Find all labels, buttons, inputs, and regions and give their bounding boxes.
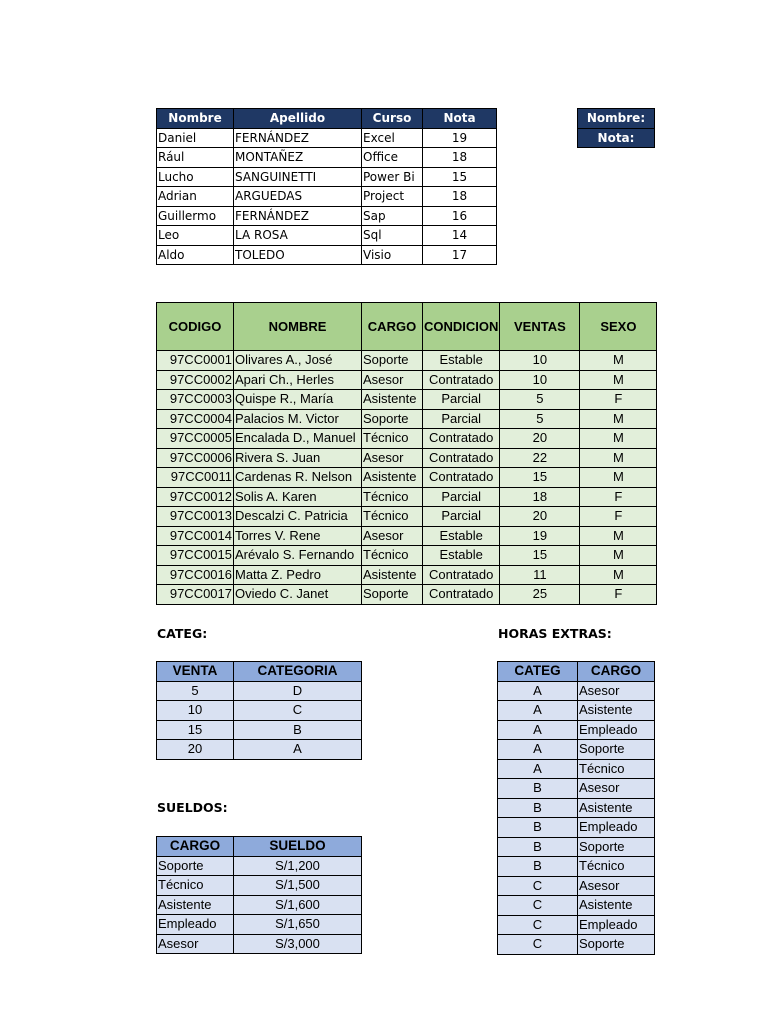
table-cell[interactable]: 18 <box>500 487 580 507</box>
empleados-table <box>156 302 657 605</box>
table-cell[interactable]: Técnico <box>578 857 655 877</box>
table-row <box>498 876 655 896</box>
table-row <box>157 148 497 168</box>
header-apellido: Apellido <box>234 109 362 129</box>
table-row <box>157 206 497 226</box>
table-cell[interactable]: Soporte <box>362 585 423 605</box>
table-cell[interactable]: Asistente <box>578 798 655 818</box>
table-cell[interactable]: Olivares A., José <box>234 351 362 371</box>
table-cell[interactable]: Guillermo <box>157 206 234 226</box>
categ-header <box>157 662 362 682</box>
table-row <box>157 448 657 468</box>
table-cell[interactable]: S/1,600 <box>234 895 362 915</box>
table-cell[interactable]: 97CC0002 <box>157 370 234 390</box>
notas-table <box>156 108 497 265</box>
table-cell[interactable]: Soporte <box>157 856 234 876</box>
table-cell[interactable]: 97CC0011 <box>157 468 234 488</box>
table-row <box>157 226 497 246</box>
table-cell[interactable]: Oviedo C. Janet <box>234 585 362 605</box>
table-cell[interactable]: M <box>580 565 657 585</box>
sueldos-table <box>156 836 362 954</box>
table-cell[interactable]: Lucho <box>157 167 234 187</box>
table-cell[interactable]: M <box>580 468 657 488</box>
table-cell[interactable]: M <box>580 448 657 468</box>
table-cell[interactable]: 20 <box>500 507 580 527</box>
notas-header <box>157 109 497 129</box>
table-cell[interactable]: 20 <box>157 740 234 760</box>
table-row <box>157 429 657 449</box>
table-cell[interactable]: 19 <box>500 526 580 546</box>
table-row <box>498 896 655 916</box>
table-cell[interactable]: Contratado <box>423 565 500 585</box>
table-cell[interactable]: Rául <box>157 148 234 168</box>
table-cell[interactable]: 15 <box>500 468 580 488</box>
table-cell[interactable]: A <box>498 681 578 701</box>
table-cell[interactable]: TOLEDO <box>234 245 362 265</box>
table-cell[interactable]: M <box>580 526 657 546</box>
table-cell[interactable]: Soporte <box>578 740 655 760</box>
header-nota: Nota <box>423 109 497 129</box>
table-row <box>157 390 657 410</box>
header-venta: VENTA <box>157 662 234 682</box>
table-cell[interactable]: Parcial <box>423 487 500 507</box>
table-cell[interactable]: 10 <box>500 351 580 371</box>
table-cell[interactable]: 15 <box>423 167 497 187</box>
table-cell[interactable]: Cardenas R. Nelson <box>234 468 362 488</box>
header-cargo: CARGO <box>157 837 234 857</box>
table-cell[interactable]: M <box>580 409 657 429</box>
table-cell[interactable]: F <box>580 390 657 410</box>
table-cell[interactable]: Office <box>362 148 423 168</box>
header-ventas: VENTAS <box>500 303 580 351</box>
table-cell[interactable]: Técnico <box>578 759 655 779</box>
table-cell[interactable]: Visio <box>362 245 423 265</box>
table-row <box>498 798 655 818</box>
busqueda-table <box>577 108 655 148</box>
table-cell[interactable]: Asistente <box>578 896 655 916</box>
nombre-label: Nombre: <box>578 109 655 129</box>
table-row <box>157 167 497 187</box>
table-cell[interactable]: 18 <box>423 187 497 207</box>
table-row <box>157 487 657 507</box>
table-row <box>498 759 655 779</box>
table-cell[interactable]: Quispe R., María <box>234 390 362 410</box>
table-cell[interactable]: 15 <box>500 546 580 566</box>
header-cargo: CARGO <box>578 662 655 682</box>
header-sexo: SEXO <box>580 303 657 351</box>
table-cell[interactable]: C <box>498 876 578 896</box>
table-cell[interactable]: B <box>498 857 578 877</box>
table-row <box>157 187 497 207</box>
nota-label: Nota: <box>578 128 655 148</box>
table-cell[interactable]: A <box>498 759 578 779</box>
table-row <box>498 720 655 740</box>
table-cell[interactable]: Contratado <box>423 448 500 468</box>
header-curso: Curso <box>362 109 423 129</box>
table-cell[interactable]: Asistente <box>362 468 423 488</box>
categ-table <box>156 661 362 760</box>
table-cell[interactable]: 17 <box>423 245 497 265</box>
table-cell[interactable]: M <box>580 370 657 390</box>
table-cell[interactable]: A <box>498 720 578 740</box>
table-row <box>498 740 655 760</box>
table-cell[interactable]: Estable <box>423 351 500 371</box>
header-categoria: CATEGORIA <box>234 662 362 682</box>
table-cell[interactable]: Encalada D., Manuel <box>234 429 362 449</box>
table-row <box>498 915 655 935</box>
table-row <box>157 915 362 935</box>
table-cell[interactable]: 97CC0014 <box>157 526 234 546</box>
table-cell[interactable]: Daniel <box>157 128 234 148</box>
table-cell[interactable]: D <box>234 681 362 701</box>
header-categ: CATEG <box>498 662 578 682</box>
table-row <box>498 837 655 857</box>
table-cell[interactable]: Adrian <box>157 187 234 207</box>
header-nombre: Nombre <box>157 109 234 129</box>
table-cell[interactable]: Leo <box>157 226 234 246</box>
table-cell[interactable]: 97CC0017 <box>157 585 234 605</box>
table-cell[interactable]: S/1,650 <box>234 915 362 935</box>
table-cell[interactable]: B <box>498 779 578 799</box>
table-cell[interactable]: Técnico <box>362 507 423 527</box>
header-codigo: CODIGO <box>157 303 234 351</box>
table-cell[interactable]: Asesor <box>578 779 655 799</box>
table-row <box>157 856 362 876</box>
table-cell[interactable]: Sql <box>362 226 423 246</box>
table-cell[interactable]: Asesor <box>362 370 423 390</box>
table-cell[interactable]: Rivera S. Juan <box>234 448 362 468</box>
table-cell[interactable]: C <box>498 896 578 916</box>
table-cell[interactable]: 97CC0004 <box>157 409 234 429</box>
table-cell[interactable]: Contratado <box>423 468 500 488</box>
table-row <box>157 585 657 605</box>
table-cell[interactable]: Contratado <box>423 370 500 390</box>
table-cell[interactable]: Empleado <box>578 818 655 838</box>
table-cell[interactable]: Soporte <box>362 351 423 371</box>
table-row <box>157 701 362 721</box>
table-cell[interactable]: B <box>498 798 578 818</box>
table-cell[interactable]: 11 <box>500 565 580 585</box>
table-row <box>498 818 655 838</box>
table-cell[interactable]: ARGUEDAS <box>234 187 362 207</box>
table-cell[interactable]: 97CC0006 <box>157 448 234 468</box>
table-cell[interactable]: Parcial <box>423 390 500 410</box>
table-cell[interactable]: Power Bi <box>362 167 423 187</box>
table-cell[interactable]: A <box>234 740 362 760</box>
table-cell[interactable]: Asistente <box>362 390 423 410</box>
table-cell[interactable]: 10 <box>157 701 234 721</box>
table-cell[interactable]: F <box>580 487 657 507</box>
table-cell[interactable]: LA ROSA <box>234 226 362 246</box>
table-cell[interactable]: Parcial <box>423 409 500 429</box>
table-cell[interactable]: Empleado <box>578 720 655 740</box>
table-cell[interactable]: C <box>498 915 578 935</box>
empleados-header <box>157 303 657 351</box>
table-cell[interactable]: Solis A. Karen <box>234 487 362 507</box>
table-cell[interactable]: M <box>580 546 657 566</box>
table-row <box>498 857 655 877</box>
table-cell[interactable]: MONTAÑEZ <box>234 148 362 168</box>
table-cell[interactable]: Técnico <box>362 429 423 449</box>
categ-label: CATEG: <box>157 626 208 641</box>
table-cell[interactable]: M <box>580 351 657 371</box>
table-cell[interactable]: Asesor <box>578 876 655 896</box>
table-cell[interactable]: Técnico <box>362 487 423 507</box>
table-row <box>157 895 362 915</box>
table-cell[interactable]: Apari Ch., Herles <box>234 370 362 390</box>
table-cell[interactable]: S/1,500 <box>234 876 362 896</box>
table-cell[interactable]: Soporte <box>578 935 655 955</box>
table-cell[interactable]: F <box>580 585 657 605</box>
table-row <box>498 681 655 701</box>
table-cell[interactable]: B <box>234 720 362 740</box>
table-cell[interactable]: B <box>498 818 578 838</box>
table-cell[interactable]: 16 <box>423 206 497 226</box>
table-cell[interactable]: S/1,200 <box>234 856 362 876</box>
table-row <box>157 934 362 954</box>
table-cell[interactable]: Arévalo S. Fernando <box>234 546 362 566</box>
table-cell[interactable]: 97CC0005 <box>157 429 234 449</box>
table-cell[interactable]: Soporte <box>578 837 655 857</box>
table-cell[interactable]: 97CC0016 <box>157 565 234 585</box>
horas-extras-table <box>497 661 655 955</box>
header-cargo: CARGO <box>362 303 423 351</box>
table-cell[interactable]: Asistente <box>362 565 423 585</box>
table-row <box>157 526 657 546</box>
table-cell[interactable]: 14 <box>423 226 497 246</box>
header-condicion: CONDICION <box>423 303 500 351</box>
table-cell[interactable]: Estable <box>423 546 500 566</box>
table-row <box>157 681 362 701</box>
table-cell[interactable]: Matta Z. Pedro <box>234 565 362 585</box>
table-cell[interactable]: 15 <box>157 720 234 740</box>
table-cell[interactable]: 5 <box>157 681 234 701</box>
sueldos-label: SUELDOS: <box>157 800 228 815</box>
table-cell[interactable]: 10 <box>500 370 580 390</box>
table-row <box>157 245 497 265</box>
sueldos-header <box>157 837 362 857</box>
table-cell[interactable]: M <box>580 429 657 449</box>
horas-extras-header <box>498 662 655 682</box>
table-row <box>498 935 655 955</box>
table-row <box>157 876 362 896</box>
table-cell[interactable]: Asesor <box>157 934 234 954</box>
table-cell[interactable]: Excel <box>362 128 423 148</box>
table-cell[interactable]: Descalzi C. Patricia <box>234 507 362 527</box>
table-cell[interactable]: Asesor <box>578 681 655 701</box>
table-cell[interactable]: Torres V. Rene <box>234 526 362 546</box>
table-cell[interactable]: Contratado <box>423 429 500 449</box>
table-cell[interactable]: 97CC0003 <box>157 390 234 410</box>
table-cell[interactable]: 5 <box>500 409 580 429</box>
table-cell[interactable]: 5 <box>500 390 580 410</box>
table-cell[interactable]: Project <box>362 187 423 207</box>
table-row <box>157 370 657 390</box>
table-row <box>157 720 362 740</box>
table-row <box>157 740 362 760</box>
table-cell[interactable]: Contratado <box>423 585 500 605</box>
table-cell[interactable]: Parcial <box>423 507 500 527</box>
table-cell[interactable]: Empleado <box>157 915 234 935</box>
table-cell[interactable]: Técnico <box>157 876 234 896</box>
table-cell[interactable]: Asistente <box>578 701 655 721</box>
table-cell[interactable]: 97CC0001 <box>157 351 234 371</box>
table-row <box>157 351 657 371</box>
table-row <box>498 701 655 721</box>
table-cell[interactable]: Empleado <box>578 915 655 935</box>
table-cell[interactable]: 97CC0015 <box>157 546 234 566</box>
table-row <box>157 468 657 488</box>
table-row <box>157 128 497 148</box>
table-cell[interactable]: 22 <box>500 448 580 468</box>
table-cell[interactable]: Palacios M. Victor <box>234 409 362 429</box>
table-cell[interactable]: 19 <box>423 128 497 148</box>
table-cell[interactable]: Asesor <box>362 526 423 546</box>
table-row <box>498 779 655 799</box>
table-cell[interactable]: 25 <box>500 585 580 605</box>
table-cell[interactable]: Asesor <box>362 448 423 468</box>
table-row <box>157 409 657 429</box>
table-cell[interactable]: F <box>580 507 657 527</box>
table-cell[interactable]: Técnico <box>362 546 423 566</box>
table-cell[interactable]: C <box>498 935 578 955</box>
table-cell[interactable]: FERNÁNDEZ <box>234 206 362 226</box>
table-cell[interactable]: Sap <box>362 206 423 226</box>
table-row <box>157 546 657 566</box>
table-cell[interactable]: Asistente <box>157 895 234 915</box>
header-nombre: NOMBRE <box>234 303 362 351</box>
table-cell[interactable]: 97CC0012 <box>157 487 234 507</box>
table-cell[interactable]: A <box>498 740 578 760</box>
horas-extras-label: HORAS EXTRAS: <box>498 626 612 641</box>
table-cell[interactable]: B <box>498 837 578 857</box>
table-cell[interactable]: 97CC0013 <box>157 507 234 527</box>
table-cell[interactable]: SANGUINETTI <box>234 167 362 187</box>
table-cell[interactable]: Soporte <box>362 409 423 429</box>
table-cell[interactable]: FERNÁNDEZ <box>234 128 362 148</box>
table-cell[interactable]: Aldo <box>157 245 234 265</box>
table-cell[interactable]: C <box>234 701 362 721</box>
header-sueldo: SUELDO <box>234 837 362 857</box>
table-cell[interactable]: S/3,000 <box>234 934 362 954</box>
table-cell[interactable]: 20 <box>500 429 580 449</box>
table-cell[interactable]: 18 <box>423 148 497 168</box>
table-cell[interactable]: Estable <box>423 526 500 546</box>
table-row <box>157 565 657 585</box>
table-row <box>157 507 657 527</box>
table-cell[interactable]: A <box>498 701 578 721</box>
